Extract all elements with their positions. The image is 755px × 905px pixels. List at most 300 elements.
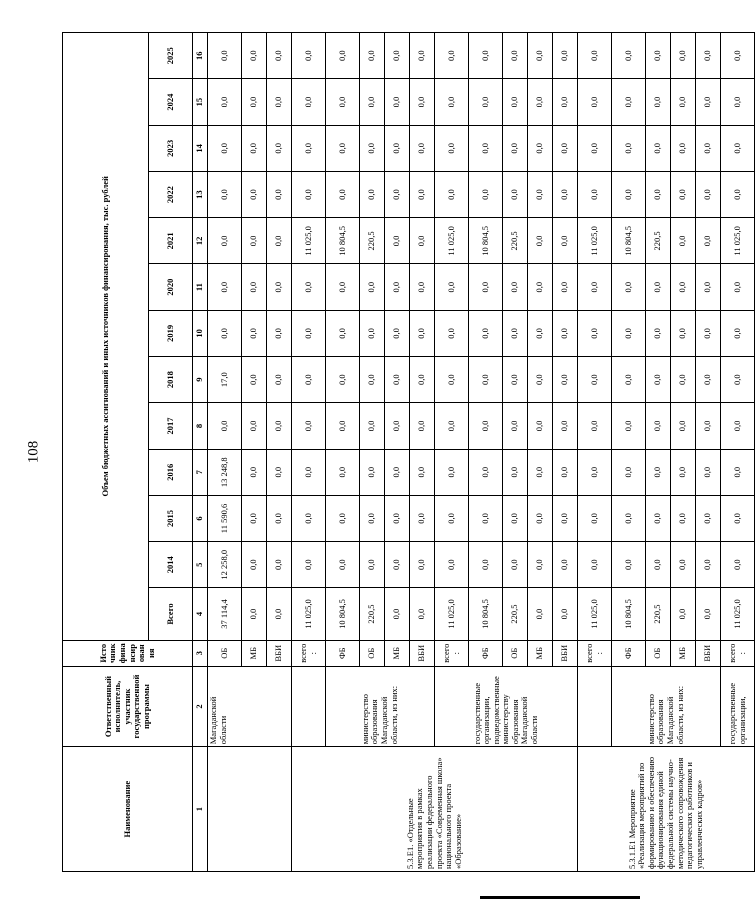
value-cell: 0,0	[410, 79, 435, 125]
value-cell: 220,5	[646, 588, 671, 640]
value-cell: 0,0	[721, 542, 755, 588]
column-number: 2	[193, 666, 208, 746]
header-year: 2023	[149, 125, 193, 171]
value-cell: 0,0	[292, 449, 326, 495]
value-cell: 0,0	[696, 125, 721, 171]
value-cell: 0,0	[326, 79, 360, 125]
value-cell: 0,0	[646, 403, 671, 449]
value-cell: 0,0	[385, 588, 410, 640]
value-cell: 0,0	[553, 542, 578, 588]
value-cell: 0,0	[612, 264, 646, 310]
column-number: 11	[193, 264, 208, 310]
value-cell: 0,0	[721, 449, 755, 495]
value-cell: 0,0	[360, 403, 385, 449]
value-cell: 0,0	[208, 264, 242, 310]
value-cell: 0,0	[721, 403, 755, 449]
value-cell: 0,0	[696, 357, 721, 403]
value-cell: 0,0	[208, 403, 242, 449]
value-cell: 0,0	[503, 171, 528, 217]
value-cell: 0,0	[578, 357, 612, 403]
value-cell: 0,0	[326, 542, 360, 588]
value-cell: 0,0	[553, 125, 578, 171]
value-cell: 11 025,0	[721, 588, 755, 640]
value-cell: 0,0	[435, 171, 469, 217]
value-cell: 0,0	[646, 171, 671, 217]
column-number: 15	[193, 79, 208, 125]
value-cell: 0,0	[435, 125, 469, 171]
value-cell: 0,0	[208, 171, 242, 217]
value-cell: 0,0	[469, 264, 503, 310]
value-cell: 0,0	[385, 403, 410, 449]
financing-table	[62, 32, 755, 872]
value-cell: 0,0	[528, 357, 553, 403]
value-cell: 0,0	[326, 357, 360, 403]
value-cell: 0,0	[553, 495, 578, 541]
header-year: 2014	[149, 542, 193, 588]
value-cell: 0,0	[646, 542, 671, 588]
value-cell: 0,0	[360, 171, 385, 217]
funding-source: МБ	[671, 640, 696, 666]
table-row	[326, 33, 360, 872]
value-cell: 0,0	[208, 218, 242, 264]
value-cell: 11 025,0	[578, 218, 612, 264]
value-cell: 0,0	[528, 218, 553, 264]
value-cell: 220,5	[360, 218, 385, 264]
value-cell: 0,0	[360, 495, 385, 541]
value-cell: 0,0	[360, 357, 385, 403]
value-cell: 0,0	[696, 495, 721, 541]
funding-source: ОБ	[503, 640, 528, 666]
value-cell: 0,0	[267, 79, 292, 125]
value-cell: 0,0	[646, 357, 671, 403]
value-cell: 0,0	[553, 79, 578, 125]
header-source: Источник финансирования	[63, 640, 193, 666]
value-cell: 220,5	[646, 218, 671, 264]
value-cell: 0,0	[385, 449, 410, 495]
value-cell: 0,0	[385, 125, 410, 171]
value-cell: 0,0	[469, 79, 503, 125]
value-cell: 11 590,6	[208, 495, 242, 541]
header-year: 2019	[149, 310, 193, 356]
row-name: 5.3.Е1. «Отдельные мероприятия в рамках реализации федерального проекта «Современная школа» национального проекта «Образование»	[292, 747, 578, 872]
value-cell: 0,0	[612, 171, 646, 217]
funding-source: ФБ	[469, 640, 503, 666]
value-cell: 0,0	[646, 495, 671, 541]
value-cell: 0,0	[696, 264, 721, 310]
value-cell: 0,0	[267, 264, 292, 310]
value-cell: 0,0	[646, 449, 671, 495]
value-cell: 0,0	[646, 264, 671, 310]
value-cell: 0,0	[721, 495, 755, 541]
value-cell: 11 025,0	[292, 588, 326, 640]
value-cell: 0,0	[612, 125, 646, 171]
value-cell: 0,0	[671, 495, 696, 541]
header-year: 2022	[149, 171, 193, 217]
value-cell: 0,0	[326, 125, 360, 171]
value-cell: 0,0	[528, 79, 553, 125]
row-executor: государственные организации,	[721, 666, 755, 746]
value-cell: 0,0	[503, 264, 528, 310]
value-cell: 10 804,5	[469, 218, 503, 264]
row-name: 5.3.1.Е1 Мероприятие «Реализация мероприятий по формированию и обеспечению функционирования единой федеральной системы научно-методического сопровождения педагогических работников и управленческих кадров»	[578, 747, 755, 872]
value-cell: 0,0	[503, 310, 528, 356]
value-cell: 0,0	[503, 403, 528, 449]
value-cell: 0,0	[721, 310, 755, 356]
value-cell: 0,0	[578, 403, 612, 449]
value-cell: 0,0	[528, 495, 553, 541]
funding-source: ВБИ	[696, 640, 721, 666]
value-cell: 0,0	[360, 79, 385, 125]
value-cell: 0,0	[578, 125, 612, 171]
value-cell: 0,0	[612, 542, 646, 588]
value-cell: 12 258,0	[208, 542, 242, 588]
value-cell: 220,5	[503, 218, 528, 264]
value-cell: 0,0	[326, 495, 360, 541]
value-cell: 0,0	[410, 357, 435, 403]
value-cell: 0,0	[292, 357, 326, 403]
value-cell: 0,0	[410, 449, 435, 495]
table-row	[578, 33, 612, 872]
value-cell: 17,0	[208, 357, 242, 403]
value-cell: 0,0	[671, 542, 696, 588]
value-cell: 0,0	[578, 79, 612, 125]
value-cell: 0,0	[469, 357, 503, 403]
value-cell: 0,0	[469, 449, 503, 495]
funding-source: ОБ	[208, 640, 242, 666]
row-executor: государственные организации, подведомственные министерству образования Магаданской области	[435, 666, 578, 746]
value-cell: 0,0	[410, 264, 435, 310]
value-cell: 37 114,4	[208, 588, 242, 640]
value-cell: 0,0	[410, 542, 435, 588]
value-cell: 0,0	[267, 542, 292, 588]
value-cell: 10 804,5	[326, 588, 360, 640]
value-cell: 11 025,0	[578, 588, 612, 640]
value-cell: 0,0	[208, 33, 242, 79]
value-cell: 10 804,5	[612, 588, 646, 640]
value-cell: 0,0	[696, 542, 721, 588]
funding-source: ВБИ	[410, 640, 435, 666]
value-cell: 0,0	[435, 310, 469, 356]
value-cell: 0,0	[671, 79, 696, 125]
funding-source: всего:	[292, 640, 326, 666]
header-year: 2024	[149, 79, 193, 125]
column-number: 12	[193, 218, 208, 264]
row-executor	[292, 666, 326, 746]
value-cell: 0,0	[360, 264, 385, 310]
funding-source: МБ	[528, 640, 553, 666]
value-cell: 0,0	[553, 218, 578, 264]
value-cell: 0,0	[267, 403, 292, 449]
value-cell: 0,0	[292, 542, 326, 588]
value-cell: 0,0	[646, 79, 671, 125]
funding-source: всего:	[578, 640, 612, 666]
value-cell: 0,0	[326, 264, 360, 310]
value-cell: 0,0	[242, 33, 267, 79]
funding-source: ФБ	[612, 640, 646, 666]
row-executor	[578, 666, 612, 746]
value-cell: 0,0	[267, 495, 292, 541]
value-cell: 0,0	[469, 125, 503, 171]
value-cell: 0,0	[410, 403, 435, 449]
value-cell: 0,0	[385, 79, 410, 125]
value-cell: 0,0	[503, 357, 528, 403]
value-cell: 0,0	[242, 357, 267, 403]
value-cell: 0,0	[578, 264, 612, 310]
value-cell: 0,0	[410, 33, 435, 79]
value-cell: 0,0	[671, 310, 696, 356]
value-cell: 0,0	[671, 264, 696, 310]
value-cell: 0,0	[410, 310, 435, 356]
value-cell: 0,0	[503, 33, 528, 79]
value-cell: 0,0	[612, 79, 646, 125]
column-number: 8	[193, 403, 208, 449]
header-executor: Ответственный исполнитель, участник государственной программы	[63, 666, 193, 746]
value-cell: 0,0	[578, 171, 612, 217]
value-cell: 0,0	[469, 495, 503, 541]
value-cell: 0,0	[410, 495, 435, 541]
value-cell: 0,0	[578, 449, 612, 495]
value-cell: 0,0	[435, 357, 469, 403]
value-cell: 0,0	[578, 33, 612, 79]
value-cell: 0,0	[612, 310, 646, 356]
column-number: 13	[193, 171, 208, 217]
value-cell: 0,0	[410, 171, 435, 217]
value-cell: 0,0	[360, 542, 385, 588]
value-cell: 0,0	[671, 403, 696, 449]
value-cell: 0,0	[360, 33, 385, 79]
value-cell: 0,0	[528, 125, 553, 171]
value-cell: 0,0	[385, 218, 410, 264]
value-cell: 0,0	[469, 310, 503, 356]
table-row	[435, 33, 469, 872]
column-number: 6	[193, 495, 208, 541]
value-cell: 0,0	[721, 79, 755, 125]
value-cell: 0,0	[528, 588, 553, 640]
value-cell: 0,0	[721, 171, 755, 217]
value-cell: 0,0	[503, 125, 528, 171]
value-cell: 0,0	[267, 218, 292, 264]
value-cell: 0,0	[671, 357, 696, 403]
column-number: 16	[193, 33, 208, 79]
header-year: 2015	[149, 495, 193, 541]
value-cell: 0,0	[721, 125, 755, 171]
value-cell: 0,0	[326, 171, 360, 217]
value-cell: 0,0	[410, 218, 435, 264]
value-cell: 0,0	[385, 264, 410, 310]
value-cell: 0,0	[696, 403, 721, 449]
value-cell: 0,0	[671, 449, 696, 495]
value-cell: 0,0	[292, 33, 326, 79]
value-cell: 0,0	[242, 79, 267, 125]
funding-source: ВБИ	[553, 640, 578, 666]
row-executor: министерство образования Магаданской области, из них:	[612, 666, 721, 746]
value-cell: 0,0	[469, 171, 503, 217]
value-cell: 0,0	[208, 79, 242, 125]
page-number: 108	[25, 440, 42, 464]
value-cell: 0,0	[292, 125, 326, 171]
value-cell: 0,0	[469, 403, 503, 449]
value-cell: 0,0	[646, 125, 671, 171]
value-cell: 0,0	[612, 449, 646, 495]
value-cell: 0,0	[326, 310, 360, 356]
funding-source: МБ	[242, 640, 267, 666]
value-cell: 0,0	[410, 125, 435, 171]
column-number: 1	[193, 747, 208, 872]
value-cell: 10 804,5	[612, 218, 646, 264]
column-number: 10	[193, 310, 208, 356]
value-cell: 11 025,0	[721, 218, 755, 264]
value-cell: 0,0	[435, 495, 469, 541]
row-name	[208, 747, 292, 872]
value-cell: 0,0	[578, 310, 612, 356]
funding-source: ОБ	[646, 640, 671, 666]
value-cell: 0,0	[696, 218, 721, 264]
row-executor: Магаданской области	[208, 666, 292, 746]
value-cell: 0,0	[646, 310, 671, 356]
value-cell: 0,0	[528, 310, 553, 356]
value-cell: 0,0	[292, 171, 326, 217]
column-number: 5	[193, 542, 208, 588]
value-cell: 0,0	[242, 264, 267, 310]
value-cell: 220,5	[360, 588, 385, 640]
header-year: 2025	[149, 33, 193, 79]
value-cell: 0,0	[671, 218, 696, 264]
value-cell: 0,0	[242, 542, 267, 588]
value-cell: 0,0	[242, 495, 267, 541]
value-cell: 0,0	[696, 449, 721, 495]
funding-source: МБ	[385, 640, 410, 666]
row-executor: министерство образования Магаданской области, из них:	[326, 666, 435, 746]
header-year: 2016	[149, 449, 193, 495]
value-cell: 0,0	[360, 310, 385, 356]
value-cell: 0,0	[671, 171, 696, 217]
value-cell: 0,0	[528, 449, 553, 495]
value-cell: 0,0	[326, 403, 360, 449]
value-cell: 0,0	[435, 542, 469, 588]
funding-source: ФБ	[326, 640, 360, 666]
value-cell: 0,0	[360, 449, 385, 495]
table-row	[721, 33, 755, 872]
value-cell: 0,0	[612, 33, 646, 79]
value-cell: 0,0	[528, 403, 553, 449]
value-cell: 11 025,0	[292, 218, 326, 264]
value-cell: 0,0	[696, 588, 721, 640]
scan-edge-mark	[480, 896, 640, 899]
value-cell: 0,0	[553, 264, 578, 310]
value-cell: 0,0	[326, 449, 360, 495]
value-cell: 0,0	[503, 449, 528, 495]
value-cell: 0,0	[385, 310, 410, 356]
header-year: 2020	[149, 264, 193, 310]
rotated-page	[62, 32, 747, 872]
value-cell: 0,0	[385, 495, 410, 541]
value-cell: 0,0	[435, 264, 469, 310]
value-cell: 0,0	[469, 542, 503, 588]
header-year: 2021	[149, 218, 193, 264]
value-cell: 0,0	[553, 449, 578, 495]
value-cell: 0,0	[528, 542, 553, 588]
header-name: Наименование	[63, 747, 193, 872]
value-cell: 0,0	[721, 357, 755, 403]
value-cell: 0,0	[721, 264, 755, 310]
value-cell: 0,0	[292, 403, 326, 449]
funding-source: ВБИ	[267, 640, 292, 666]
header-year: 2018	[149, 357, 193, 403]
table-row	[208, 33, 242, 872]
value-cell: 0,0	[671, 33, 696, 79]
value-cell: 0,0	[528, 171, 553, 217]
value-cell: 0,0	[360, 125, 385, 171]
header-year: 2017	[149, 403, 193, 449]
value-cell: 0,0	[410, 588, 435, 640]
column-number: 7	[193, 449, 208, 495]
value-cell: 0,0	[242, 171, 267, 217]
value-cell: 0,0	[553, 588, 578, 640]
column-number: 9	[193, 357, 208, 403]
value-cell: 0,0	[267, 588, 292, 640]
value-cell: 0,0	[292, 264, 326, 310]
value-cell: 0,0	[292, 79, 326, 125]
column-number: 14	[193, 125, 208, 171]
value-cell: 10 804,5	[469, 588, 503, 640]
value-cell: 0,0	[612, 357, 646, 403]
value-cell: 11 025,0	[435, 588, 469, 640]
value-cell: 0,0	[696, 79, 721, 125]
value-cell: 0,0	[326, 33, 360, 79]
value-cell: 0,0	[267, 310, 292, 356]
column-number: 4	[193, 588, 208, 640]
value-cell: 0,0	[503, 542, 528, 588]
value-cell: 0,0	[267, 33, 292, 79]
value-cell: 0,0	[267, 125, 292, 171]
value-cell: 0,0	[696, 33, 721, 79]
value-cell: 220,5	[503, 588, 528, 640]
value-cell: 0,0	[553, 403, 578, 449]
value-cell: 0,0	[671, 588, 696, 640]
header-total: Всего	[149, 588, 193, 640]
value-cell: 0,0	[292, 495, 326, 541]
value-cell: 0,0	[385, 171, 410, 217]
value-cell: 0,0	[242, 125, 267, 171]
value-cell: 0,0	[435, 449, 469, 495]
value-cell: 0,0	[578, 542, 612, 588]
value-cell: 0,0	[721, 33, 755, 79]
value-cell: 0,0	[612, 403, 646, 449]
value-cell: 0,0	[553, 357, 578, 403]
value-cell: 0,0	[267, 171, 292, 217]
value-cell: 0,0	[612, 495, 646, 541]
header-volume: Объем бюджетных ассигнований и иных источников финансирования, тыс. рублей	[63, 33, 149, 641]
value-cell: 0,0	[671, 125, 696, 171]
value-cell: 0,0	[242, 588, 267, 640]
value-cell: 0,0	[528, 33, 553, 79]
value-cell: 0,0	[578, 495, 612, 541]
value-cell: 0,0	[242, 218, 267, 264]
value-cell: 0,0	[553, 171, 578, 217]
value-cell: 13 248,8	[208, 449, 242, 495]
value-cell: 0,0	[435, 403, 469, 449]
value-cell: 0,0	[292, 310, 326, 356]
funding-source: всего:	[435, 640, 469, 666]
value-cell: 0,0	[385, 542, 410, 588]
value-cell: 0,0	[553, 33, 578, 79]
value-cell: 0,0	[503, 79, 528, 125]
value-cell: 0,0	[242, 310, 267, 356]
value-cell: 11 025,0	[435, 218, 469, 264]
value-cell: 0,0	[696, 310, 721, 356]
value-cell: 10 804,5	[326, 218, 360, 264]
value-cell: 0,0	[696, 171, 721, 217]
